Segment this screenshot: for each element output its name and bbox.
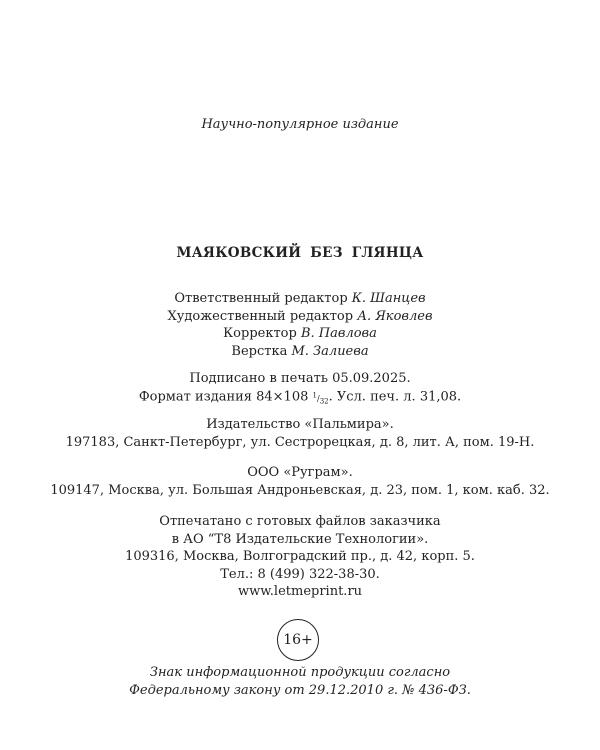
credit-art-editor: Художественный редактор А. Яковлев [167, 308, 433, 324]
print-info [0, 370, 600, 411]
company-address: 109147, Москва, ул. Большая Андроньевская, д. 23, пом. 1, ком. каб. 32. [50, 482, 550, 498]
age-rating-badge: 16+ [277, 619, 319, 661]
company-name: ООО «Руграм». [247, 465, 353, 480]
printer-line2: в АО “Т8 Издательские Технологии». [171, 531, 429, 547]
edition-type: Научно-популярное издание [201, 117, 399, 132]
credit-layout: Верстка М. Залиева [231, 343, 369, 359]
printer-website: www.letmeprint.ru [237, 584, 363, 599]
printer-address: 109316, Москва, Волгоградский пр., д. 42, корп. 5. [125, 549, 475, 564]
format-fraction: $^1/_{32}$ [312, 391, 329, 406]
credit-proofreader: Корректор В. Павлова [223, 326, 377, 341]
book-title: МАЯКОВСКИЙ БЕЗ ГЛЯНЦА [176, 245, 424, 261]
signed-date: Подписано в печать 05.09.2025. [189, 371, 411, 386]
publisher-name: Издательство «Пальмира». [206, 417, 394, 432]
company [0, 464, 600, 499]
printer-line1: Отпечатано с готовых файлов заказчика [159, 514, 441, 529]
publisher-address: 197183, Санкт-Петербург, ул. Сестрорецкая, д. 8, лит. А, пом. 19-Н. [65, 434, 535, 450]
age-note-line1: Знак информационной продукции согласно [149, 665, 451, 680]
format-line: Формат издания 84×108 $^1/_{32}$. Усл. печ. л. 31,08. [138, 389, 462, 406]
printer-phone: Тел.: 8 (499) 322-38-30. [220, 566, 380, 582]
age-note [0, 664, 600, 699]
age-note-line2: Федеральному закону от 29.12.2010 г. № 436-ФЗ. [129, 682, 471, 698]
publisher [0, 416, 600, 451]
credit-editor: Ответственный редактор К. Шанцев [174, 291, 426, 306]
credits [0, 290, 600, 360]
printer [0, 513, 600, 601]
